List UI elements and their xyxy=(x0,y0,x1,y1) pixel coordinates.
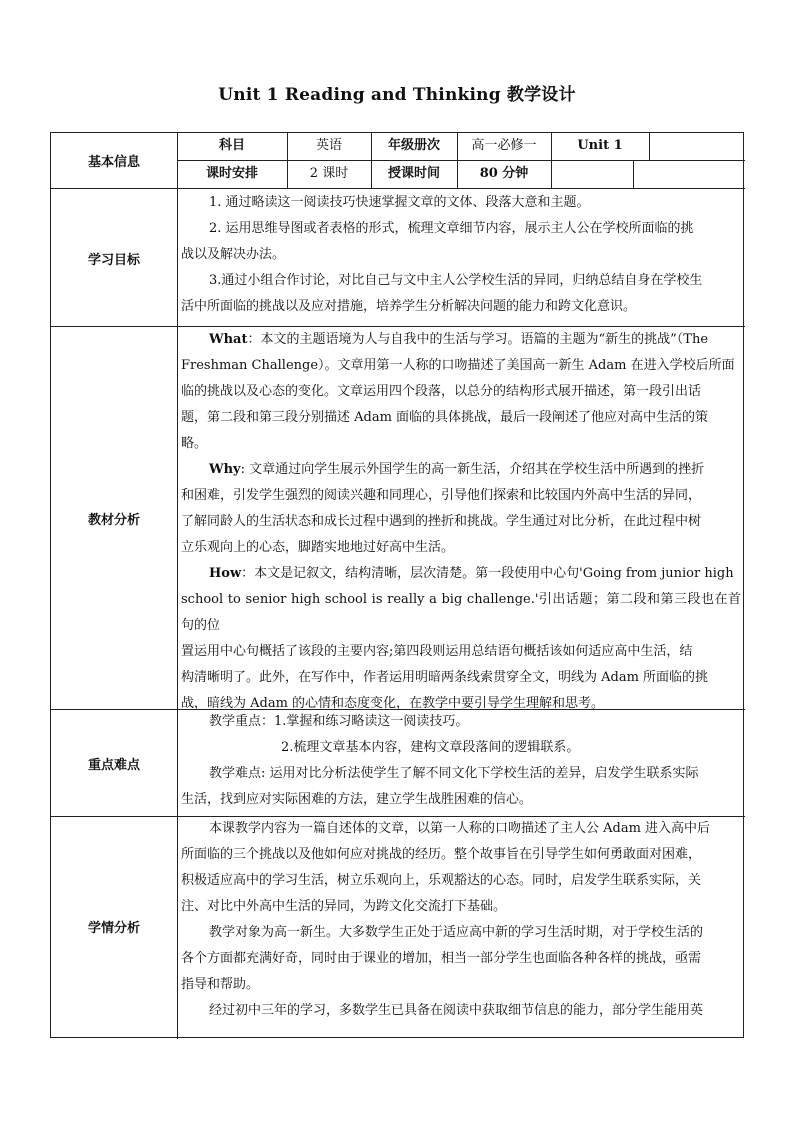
why-paragraph-line: 立乐观向上的心态，脚踏实地地过好高中生活。 xyxy=(181,540,455,555)
what-text: ：本文的主题语境为人与自我中的生活与学习。语篇的主题为“新生的挑战”（The xyxy=(247,332,709,347)
lesson-plan-table xyxy=(50,132,744,1038)
learners-label: 学情分析 xyxy=(87,921,140,936)
column-divider xyxy=(177,133,178,1039)
how-keyword: How xyxy=(209,566,242,581)
what-paragraph-line: Freshman Challenge）。文章用第一人称的口吻描述了美国高一新生 Adam 在进入学校后所面 xyxy=(181,358,735,373)
key-point-line: 2.梳理文章基本内容，建构文章段落间的逻辑联系。 xyxy=(281,740,580,755)
row-divider xyxy=(177,160,745,161)
objectives-label: 学习目标 xyxy=(87,253,140,268)
subject-label: 科目 xyxy=(218,138,245,153)
basic-info-label: 基本信息 xyxy=(87,155,140,170)
learner-line: 注、对比中外高中生活的异同，为跨文化交流打下基础。 xyxy=(181,899,507,914)
objective-line: 3.通过小组合作讨论，对比自己与文中主人公学校生活的异同，归纳总结自身在学校生 xyxy=(209,273,703,288)
how-text: ：本文是记叙文，结构清晰，层次清楚。第一段使用中心句'Going from junior high xyxy=(241,566,734,581)
learner-line: 本课教学内容为一篇自述体的文章，以第一人称的口吻描述了主人公 Adam 进入高中后 xyxy=(209,821,711,836)
why-keyword: Why xyxy=(209,462,241,477)
time-value: 80 分钟 xyxy=(479,166,529,181)
key-point-line: 教学重点：1.掌握和练习略读这一阅读技巧。 xyxy=(209,714,469,729)
material-label: 教材分析 xyxy=(87,513,140,528)
how-paragraph-line: school to senior high school is really a big challenge.'引出话题；第二段和第三段也在首句的位 xyxy=(181,592,741,633)
key-points-content xyxy=(181,709,741,813)
why-text: : 文章通过向学生展示外国学生的高一新生活，介绍其在学校生活中所遇到的挫折 xyxy=(240,462,705,477)
subject-value: 英语 xyxy=(315,138,342,153)
schedule-value: 2 课时 xyxy=(309,166,349,181)
grade-label: 年级册次 xyxy=(387,138,440,153)
learner-line: 经过初中三年的学习，多数学生已具备在阅读中获取细节信息的能力，部分学生能用英 xyxy=(209,1003,704,1018)
why-paragraph-line: 和困难，引发学生强烈的阅读兴趣和同理心，引导他们探索和比较国内外高中生活的异同， xyxy=(181,488,702,503)
objective-line: 2. 运用思维导图或者表格的形式，梳理文章细节内容，展示主人公在学校所面临的挑 xyxy=(209,221,694,236)
time-label: 授课时间 xyxy=(387,166,440,181)
learner-line: 所面临的三个挑战以及他如何应对挑战的经历。整个故事旨在引导学生如何勇敢面对困难， xyxy=(181,847,702,862)
column-divider xyxy=(649,133,650,160)
grade-value: 高一必修一 xyxy=(471,138,537,153)
key-points-label: 重点难点 xyxy=(87,758,140,773)
column-divider xyxy=(633,160,634,188)
why-paragraph-line: 了解同龄人的生活状态和成长过程中遇到的挫折和挑战。学生通过对比分析，在此过程中树 xyxy=(181,514,702,529)
schedule-label: 课时安排 xyxy=(205,166,258,181)
learners-content xyxy=(181,816,741,1024)
what-keyword: What xyxy=(209,332,248,347)
learner-line: 积极适应高中的学习生活，树立乐观向上，乐观豁达的心态。同时，启发学生联系实际，关 xyxy=(181,873,702,888)
learner-line: 教学对象为高一新生。大多数学生正处于适应高中新的学习生活时期，对于学校生活的 xyxy=(209,925,704,940)
key-point-line: 教学难点: 运用对比分析法使学生了解不同文化下学校生活的差异，启发学生联系实际 xyxy=(209,766,699,781)
objective-line: 1. 通过略读这一阅读技巧快速掌握文章的文体、段落大意和主题。 xyxy=(209,195,590,210)
learner-line: 指导和帮助。 xyxy=(181,977,260,992)
objective-line: 战以及解决办法。 xyxy=(181,247,286,262)
how-paragraph-line: 置运用中心句概括了该段的主要内容;第四段则运用总结语句概括该如何适应高中生活，结 xyxy=(181,644,693,659)
unit-value: Unit 1 xyxy=(577,138,623,153)
key-point-line: 生活，找到应对实际困难的方法，建立学生战胜困难的信心。 xyxy=(181,792,533,807)
objective-line: 活中所面临的挑战以及应对措施，培养学生分析解决问题的能力和跨文化意识。 xyxy=(181,299,637,314)
why-paragraph-line xyxy=(181,457,741,483)
what-paragraph-line xyxy=(181,327,741,353)
learner-line: 各个方面都充满好奇，同时由于课业的增加，相当一部分学生也面临各种各样的挑战，亟需 xyxy=(181,951,702,966)
material-content xyxy=(181,327,741,717)
how-paragraph-line xyxy=(181,561,741,587)
how-paragraph-line: 战，暗线为 Adam 的心情和态度变化，在教学中要引导学生理解和思考。 xyxy=(181,696,605,711)
what-paragraph-line: 题，第二段和第三段分别描述 Adam 面临的具体挑战，最后一段阐述了他应对高中生活的策 xyxy=(181,410,709,425)
row-divider xyxy=(51,188,745,189)
what-paragraph-line: 临的挑战以及心态的变化。文章运用四个段落，以总分的结构形式展开描述，第一段引出话 xyxy=(181,384,702,399)
what-paragraph-line: 略。 xyxy=(181,436,208,451)
page-title: Unit 1 Reading and Thinking 教学设计 xyxy=(218,85,576,105)
how-paragraph-line: 构清晰明了。此外，在写作中，作者运用明暗两条线索贯穿全文，明线为 Adam 所面临的挑 xyxy=(181,670,709,685)
objectives-content xyxy=(181,190,741,320)
